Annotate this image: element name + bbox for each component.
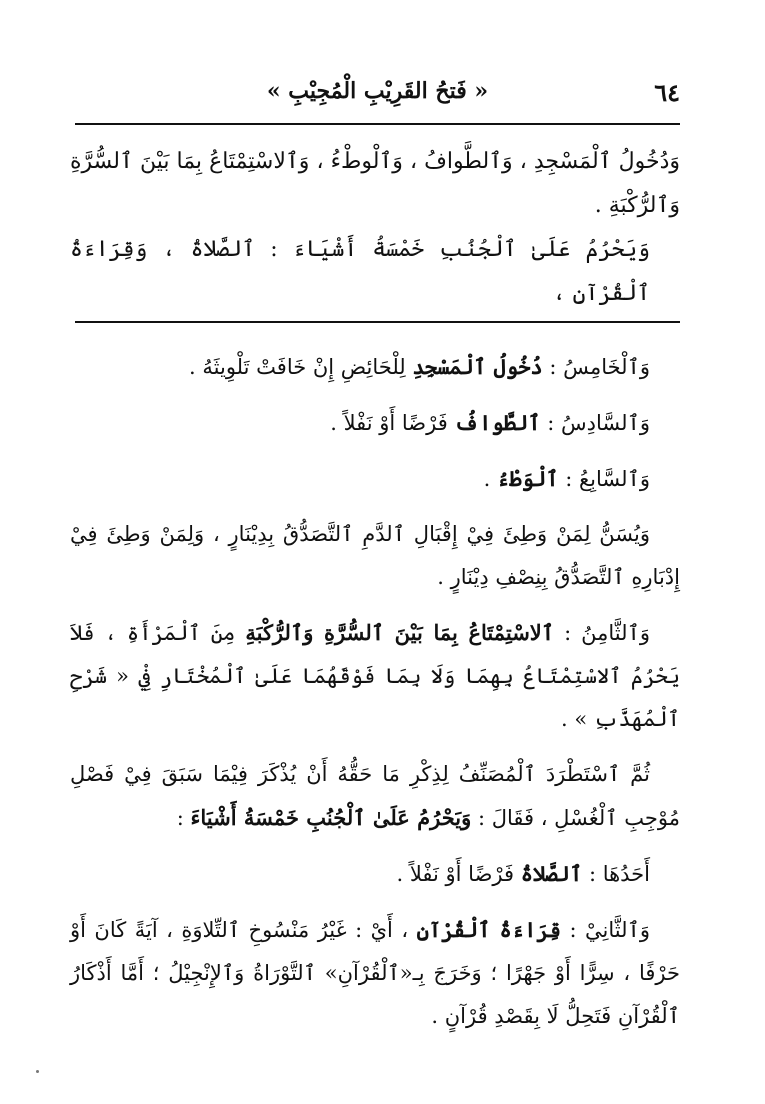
sharh-paragraph <box>70 401 680 445</box>
matn-text <box>70 140 680 316</box>
page-header <box>75 72 680 112</box>
sharh-text <box>70 345 680 1050</box>
commentary: ثُمَّ ٱسْتَطْرَدَ ٱلْمُصَنِّفُ لِذِكْرِ مَا حَقُّهُ أَنْ يُذْكَرَ فِيْمَا سَبَقَ فِيْ فَصْلِ مُوْجِبِ ٱلْغُسْلِ ، فَقَالَ : <box>70 762 680 830</box>
item-label: وَٱلْخَامِسُ : <box>549 355 650 379</box>
item-label: وَٱلثَّانِيْ : <box>569 918 650 942</box>
sharh-paragraph <box>70 457 680 501</box>
matn-quote: ٱلاسْتِمْتَاعُ بِمَا بَيْنَ ٱلسُّرَّةِ وَٱلرُّكْبَةِ <box>245 620 555 645</box>
scan-speck <box>36 1070 39 1073</box>
sharh-paragraph: وَيُسَنُّ لِمَنْ وَطِئَ فِيْ إِقْبَالِ ٱلدَّمِ ٱلتَّصَدُّقُ بِدِيْنَارٍ ، وَلِمَنْ وَطِئَ فِيْ إِدْبَارِهِ ٱلتَّصَدُّقُ بِنِصْفِ دِيْنَارٍ . <box>70 522 680 589</box>
matn-quote: قِرَاءَةُ ٱلْقُرْآنِ <box>416 917 562 942</box>
sharh-paragraph <box>70 753 680 840</box>
header-rule <box>75 123 680 125</box>
matn-line-2: وَيَحْرُمُ عَلَىٰ ٱلْجُنُبِ خَمْسَةُ أَشْيَاءَ : ٱلصَّلاةُ ، وَقِرَاءَةُ ٱلْقُرْآنِ ، <box>70 237 650 306</box>
sharh-paragraph <box>70 611 680 741</box>
matn-quote: ٱلْوَطْءُ <box>497 466 559 491</box>
commentary: لِلْحَائِضِ إِنْ خَافَتْ تَلْوِيثَهُ . <box>189 355 406 379</box>
commentary: فَرْضًا أَوْ نَفْلاً . <box>396 862 515 886</box>
sharh-paragraph <box>70 908 680 1038</box>
item-label: وَٱلسَّادِسُ : <box>547 411 650 435</box>
commentary: مِنَ ٱلْمَرْأَةِ ، فَلاَ يَحْرُمُ ٱلاسْتِمْتَاعُ بِهِمَا وَلَا بِمَا فَوْقَهُمَا عَلَىٰ ٱلْمُخْتَارِ فِيْ « شَرْحِ ٱلْمُهَذَّبِ » . <box>70 621 680 731</box>
running-title: « فَتحُ القَرِيْبِ الْمُجِيْبِ » <box>266 78 489 104</box>
sharh-paragraph <box>70 852 680 896</box>
sharh-paragraph <box>70 345 680 389</box>
matn-quote: ٱلصَّلاةُ <box>520 861 583 886</box>
matn-quote: وَيَحْرُمُ عَلَىٰ ٱلْجُنُبِ خَمْسَةُ أَشْيَاءَ <box>190 805 472 830</box>
matn-sharh-divider <box>75 321 680 323</box>
matn-line-1: وَدُخُولُ ٱلْمَسْجِدِ ، وَٱلطَّوافُ ، وَٱلْوطْءُ ، وَٱلاسْتِمْتَاعُ بِمَا بَيْنَ ٱلسُّرَّةِ وَٱلرُّكْبَةِ . <box>70 149 680 218</box>
matn-quote: ٱلطَّوافُ <box>454 410 541 435</box>
page-number: ٦٤ <box>654 78 680 107</box>
item-label: أَحَدُهَا : <box>588 862 650 886</box>
matn-quote: دُخُولُ ٱلْمَسْجِدِ <box>412 354 543 379</box>
commentary: ، أَيْ : غَيْرُ مَنْسُوخِ ٱلتِّلاوَةِ ، آيَةً كَانَ أَوْ حَرْفًا ، سِرًّا أَوْ جَهْرًا ؛ وَخَرَجَ بِـ«ٱلْقُرْآنِ» ٱلتَّوْرَاةُ وَٱلإِنْجِيْلُ ؛ أَمَّا أَذْكَارُ ٱلْقُرْآنِ فَتَحِلُّ لَا بِقَصْدِ قُرْآنٍ . <box>70 918 680 1028</box>
commentary: . <box>483 467 491 491</box>
item-label: وَٱلسَّابِعُ : <box>565 467 650 491</box>
commentary: : <box>176 806 184 830</box>
commentary: فَرْضًا أَوْ نَفْلاً . <box>330 411 448 435</box>
item-label: وَٱلثَّامِنُ : <box>564 621 650 645</box>
